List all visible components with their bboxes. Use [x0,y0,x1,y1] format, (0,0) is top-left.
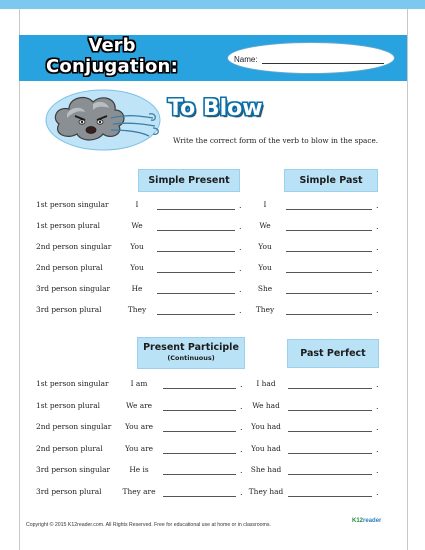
period: . [376,445,379,454]
table-row-label: 2nd person singular [36,422,112,431]
period: . [376,423,379,432]
pronoun-present: He [131,284,143,293]
section-simple-past: Simple Past [284,169,378,192]
pronoun-past: They [255,305,275,314]
answer-blank-past[interactable] [286,314,372,315]
period: . [240,466,243,475]
period: . [376,222,379,231]
pronoun-participle: You are [124,444,154,453]
table-row-label: 3rd person plural [36,487,102,496]
pronoun-participle: I am [130,379,148,388]
pronoun-perfect: She had [250,465,282,474]
pronoun-perfect: You had [251,444,281,453]
period: . [240,445,243,454]
answer-blank-past[interactable] [286,293,372,294]
period: . [239,201,242,210]
answer-blank-perfect[interactable] [288,388,372,389]
table-row-label: 2nd person plural [36,263,103,272]
answer-blank-past[interactable] [286,272,372,273]
answer-blank-present[interactable] [157,209,235,210]
worksheet-title [27,37,197,79]
answer-blank-participle[interactable] [163,431,236,432]
name-label: Name: [234,55,258,64]
top-band [0,0,425,9]
instructions: Write the correct form of the verb to blow in the space. [173,136,379,145]
period: . [376,306,379,315]
answer-blank-participle[interactable] [163,474,236,475]
present-participle-subtitle: (Continuous) [167,354,215,362]
answer-blank-participle[interactable] [163,410,236,411]
table-row-label: 3rd person plural [36,305,102,314]
pronoun-past: She [257,284,273,293]
answer-blank-perfect[interactable] [288,410,372,411]
table-row-label: 1st person plural [36,221,100,230]
pronoun-past: You [258,263,272,272]
pronoun-participle: They are [122,487,156,496]
answer-blank-perfect[interactable] [288,453,372,454]
period: . [240,402,243,411]
pronoun-perfect: We had [252,401,280,410]
period: . [376,243,379,252]
title-line-1: Verb [88,35,136,56]
pronoun-present: They [127,305,147,314]
period: . [240,488,243,497]
pronoun-perfect: You had [251,422,281,431]
answer-blank-participle[interactable] [163,388,236,389]
answer-blank-present[interactable] [157,293,235,294]
table-row-label: 1st person singular [36,379,109,388]
present-participle-title: Present Participle [143,342,239,353]
pronoun-perfect: They had [248,487,284,496]
answer-blank-past[interactable] [286,230,372,231]
answer-blank-past[interactable] [286,251,372,252]
pronoun-participle: You are [124,422,154,431]
answer-blank-perfect[interactable] [288,474,372,475]
copyright-footer: Copyright © 2015 K12reader.com. All Rights Reserved. Free for educational use at home or in classrooms. [26,522,271,528]
table-row-label: 3rd person singular [36,465,111,474]
table-row-label: 1st person singular [36,200,109,209]
period: . [376,380,379,389]
pronoun-present: We [131,221,143,230]
period: . [239,264,242,273]
pronoun-participle: We are [125,401,153,410]
answer-blank-present[interactable] [157,251,235,252]
table-row-label: 1st person plural [36,401,100,410]
title-line-2: Conjugation: [46,56,178,77]
k12reader-logo [352,518,381,524]
period: . [376,285,379,294]
period: . [239,222,242,231]
period: . [376,201,379,210]
period: . [376,488,379,497]
table-row-label: 3rd person singular [36,284,111,293]
period: . [376,466,379,475]
pronoun-present: You [130,242,144,251]
period: . [239,243,242,252]
pronoun-present: You [130,263,144,272]
pronoun-past: We [259,221,271,230]
section-present-participle [137,337,245,369]
period: . [376,264,379,273]
pronoun-present: I [135,200,139,209]
verb-heading: To Blow [168,96,263,121]
blowing-cloud-icon [45,88,163,152]
pronoun-past: You [258,242,272,251]
table-row-label: 2nd person plural [36,444,103,453]
answer-blank-past[interactable] [286,209,372,210]
period: . [376,402,379,411]
section-simple-present: Simple Present [138,169,240,192]
answer-blank-participle[interactable] [163,453,236,454]
name-field[interactable] [262,63,384,64]
logo-part-2: reader [363,518,382,524]
period: . [240,423,243,432]
pronoun-perfect: I had [256,379,276,388]
pronoun-participle: He is [129,465,149,474]
answer-blank-present[interactable] [157,272,235,273]
pronoun-past: I [263,200,267,209]
answer-blank-perfect[interactable] [288,431,372,432]
period: . [240,380,243,389]
answer-blank-present[interactable] [157,230,235,231]
answer-blank-participle[interactable] [163,496,236,497]
period: . [239,285,242,294]
section-past-perfect: Past Perfect [287,339,379,368]
blowing-cloud-illustration [45,88,163,152]
logo-part-1: K12 [352,518,364,524]
table-row-label: 2nd person singular [36,242,112,251]
answer-blank-present[interactable] [157,314,235,315]
answer-blank-perfect[interactable] [288,496,372,497]
period: . [239,306,242,315]
